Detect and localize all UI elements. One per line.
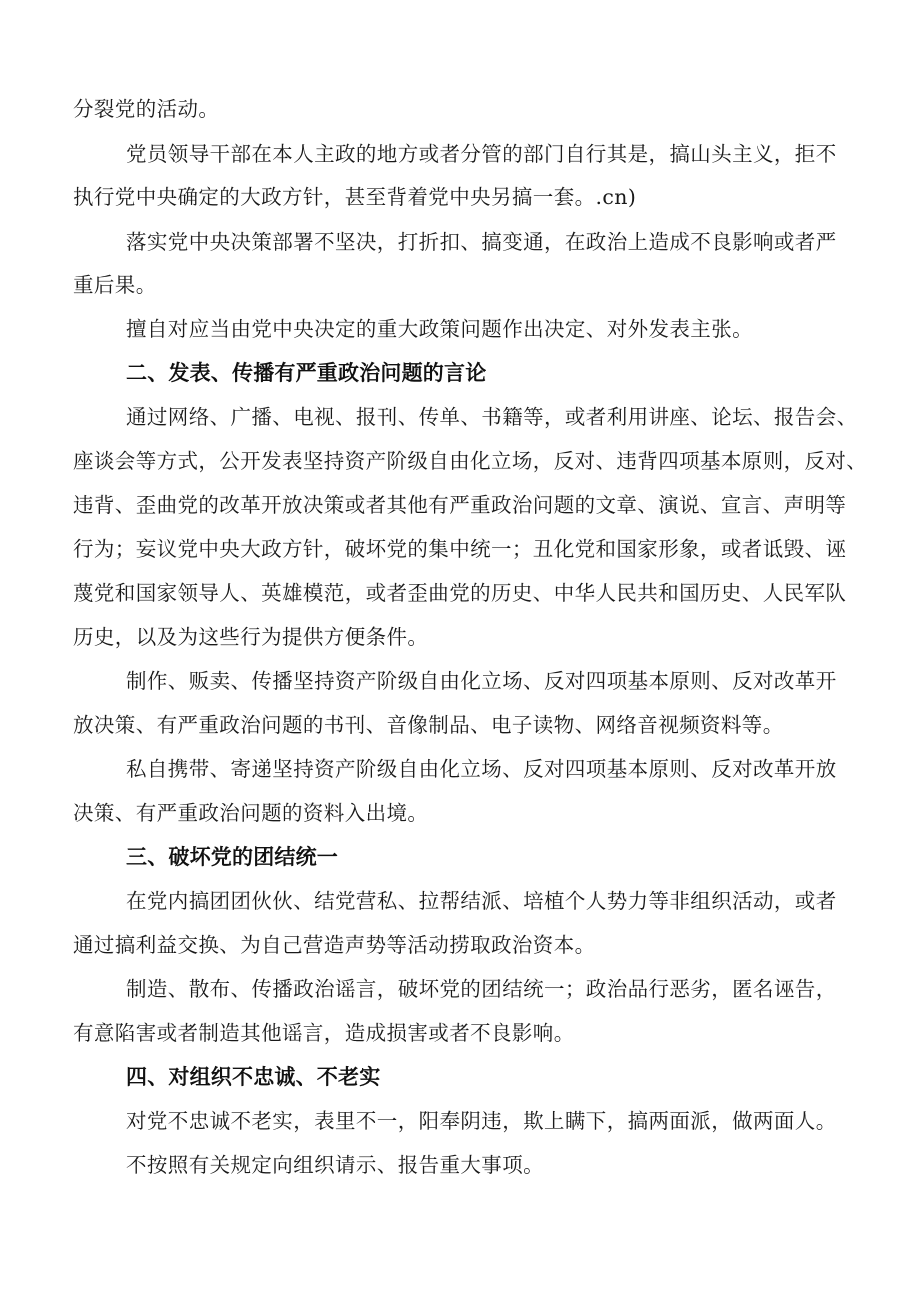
text-line: 对党不忠诚不老实，表里不一，阳奉阴违，欺上瞒下，搞两面派，做两面人。 xyxy=(126,1109,837,1133)
text-line: 分裂党的活动。 xyxy=(73,97,220,121)
text-line: 制作、贩卖、传播坚持资产阶级自由化立场、反对四项基本原则、反对改革开 xyxy=(126,669,837,693)
text-line: 放决策、有严重政治问题的书刊、音像制品、电子读物、网络音视频资料等。 xyxy=(73,713,784,737)
section-heading: 四、对组织不忠诚、不老实 xyxy=(126,1065,381,1089)
text-line: 座谈会等方式，公开发表坚持资产阶级自由化立场，反对、违背四项基本原则，反对、 xyxy=(73,449,868,473)
text-line: 党员领导干部在本人主政的地方或者分管的部门自行其是，搞山头主义，拒不 xyxy=(126,142,837,166)
text-line: 在党内搞团团伙伙、结党营私、拉帮结派、培植个人势力等非组织活动，或者 xyxy=(126,889,837,913)
text-line: 执行党中央确定的大政方针，甚至背着党中央另搞一套。.cn) xyxy=(73,185,637,209)
text-line: 通过网络、广播、电视、报刊、传单、书籍等，或者利用讲座、论坛、报告会、 xyxy=(126,405,858,429)
text-line: 重后果。 xyxy=(73,273,157,297)
text-line: 违背、歪曲党的改革开放决策或者其他有严重政治问题的文章、演说、宣言、声明等 xyxy=(73,493,847,517)
text-line: 行为；妄议党中央大政方针，破坏党的集中统一；丑化党和国家形象，或者诋毁、诬 xyxy=(73,537,847,561)
text-line: 有意陷害或者制造其他谣言，造成损害或者不良影响。 xyxy=(73,1021,575,1045)
text-line: 擅自对应当由党中央决定的重大政策问题作出决定、对外发表主张。 xyxy=(126,317,753,341)
text-line: 落实党中央决策部署不坚决，打折扣、搞变通，在政治上造成不良影响或者严 xyxy=(126,230,837,254)
text-line: 历史，以及为这些行为提供方便条件。 xyxy=(73,625,429,649)
section-heading: 二、发表、传播有严重政治问题的言论 xyxy=(126,361,487,385)
text-line: 通过搞利益交换、为自己营造声势等活动捞取政治资本。 xyxy=(73,933,596,957)
text-line: 蔑党和国家领导人、英雄模范，或者歪曲党的历史、中华人民共和国历史、人民军队 xyxy=(73,581,847,605)
text-line: 决策、有严重政治问题的资料入出境。 xyxy=(73,801,429,825)
text-line: 私自携带、寄递坚持资产阶级自由化立场、反对四项基本原则、反对改革开放 xyxy=(126,757,837,781)
section-heading: 三、破坏党的团结统一 xyxy=(126,845,338,869)
text-line: 制造、散布、传播政治谣言，破坏党的团结统一；政治品行恶劣，匿名诬告， xyxy=(126,977,837,1001)
text-line: 不按照有关规定向组织请示、报告重大事项。 xyxy=(126,1153,544,1177)
